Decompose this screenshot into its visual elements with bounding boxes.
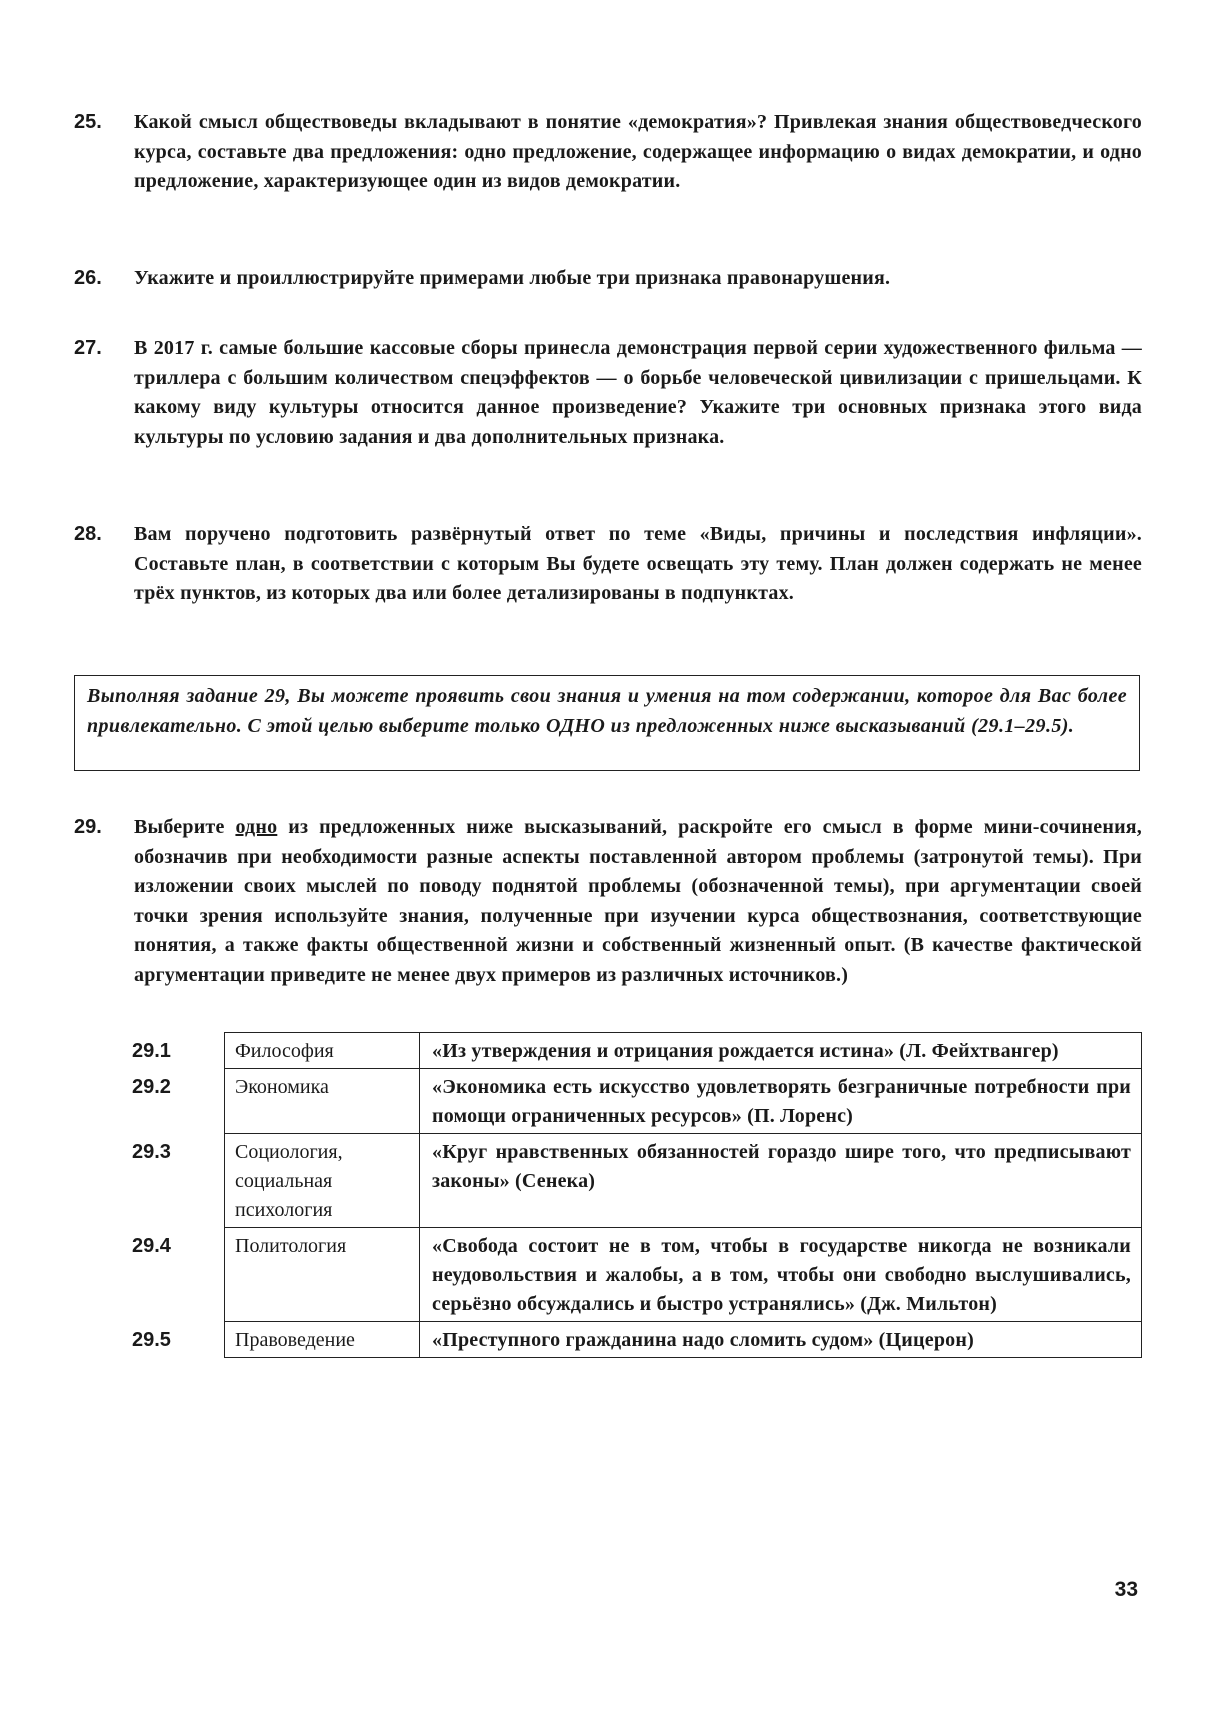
task-text: Вам поручено подготовить развёрнутый ответ по теме «Виды, причины и последствия инфляции». Составьте план, в соответствии с которым Вы будете освещать эту тему. План должен содержать не менее трёх пунктов, из которых два или более детализированы в подпунктах. (134, 523, 1142, 604)
task-number: 25. (74, 111, 102, 133)
table-row (122, 1322, 1142, 1358)
table-row (122, 1069, 1142, 1134)
table-row (122, 1033, 1142, 1069)
page-number: 33 (1114, 1578, 1138, 1601)
statement-quote: «Экономика есть искусство удовлетворять безграничные потребности при помощи ограниченных ресурсов» (П. Лоренс) (420, 1069, 1142, 1134)
task-text: В 2017 г. самые большие кассовые сборы принесла демонстрация первой серии художественного фильма — триллера с большим количеством спецэффектов — о борьбе человеческой цивилизации с пришельцами. К какому виду культуры относится данное произведение? Укажите три основных признака этого вида культуры по условию задания и два дополнительных признака. (134, 337, 1142, 448)
statement-quote: «Круг нравственных обязанностей гораздо шире того, что предписывают законы» (Сенека) (420, 1134, 1142, 1228)
statement-subject: Экономика (225, 1069, 420, 1134)
task-text: Выберите одно из предложенных ниже высказываний, раскройте его смысл в форме мини-сочинения, обозначив при необходимости разные аспекты поставленной автором проблемы (затронутой темы). При изложении своих мыслей по поводу поднятой проблемы (обозначенной темы), при аргументации своей точки зрения используйте знания, полученные при изучении курса обществознания, соответствующие понятия, а также факты общественной жизни и собственный жизненный опыт. (В качестве фактической аргументации приведите не менее двух примеров из различных источников.) (134, 816, 1143, 986)
task-26 (74, 264, 1142, 294)
statement-subject: Философия (225, 1033, 420, 1069)
task-number: 27. (74, 337, 102, 359)
statement-id: 29.3 (132, 1140, 171, 1163)
task-27 (74, 334, 1142, 452)
statement-subject: Социология, социальная психология (225, 1134, 420, 1228)
statement-quote: «Преступного гражданина надо сломить судом» (Цицерон) (420, 1322, 1142, 1358)
statement-id: 29.4 (132, 1234, 171, 1257)
instruction-note-box: Выполняя задание 29, Вы можете проявить свои знания и умения на том содержании, которое для Вас более привлекательно. С этой целью выберите только ОДНО из предложенных ниже высказываний (29.1–29.5). (74, 675, 1140, 771)
keyword-one: одно (235, 816, 278, 838)
statement-id: 29.2 (132, 1075, 171, 1098)
task-25 (74, 108, 1142, 197)
task-text: Какой смысл обществоведы вкладывают в понятие «демократия»? Привлекая знания обществоведческого курса, составьте два предложения: одно предложение, содержащее информацию о видах демократии, и одно предложение, характеризующее один из видов демократии. (134, 111, 1142, 192)
keyword-facts: факты (306, 934, 369, 956)
task-28 (74, 520, 1142, 609)
task-number: 28. (74, 523, 102, 545)
task-29 (74, 813, 1142, 990)
statements-table (122, 1032, 1142, 1358)
statement-quote: «Свобода состоит не в том, чтобы в государстве никогда не возникали неудовольствия и жалобы, а в том, чтобы они свободно выслушивались, серьёзно обсуждались и быстро устранялись» (Дж. Мильтон) (420, 1228, 1142, 1322)
keyword-experience: опыт. (844, 934, 896, 956)
statement-subject: Политология (225, 1228, 420, 1322)
statement-id: 29.5 (132, 1328, 171, 1351)
task-text: Укажите и проиллюстрируйте примерами любые три признака правонарушения. (134, 267, 891, 289)
task-number: 29. (74, 816, 102, 838)
statement-id: 29.1 (132, 1039, 171, 1062)
statement-quote: «Из утверждения и отрицания рождается истина» (Л. Фейхтвангер) (420, 1033, 1142, 1069)
statement-subject: Правоведение (225, 1322, 420, 1358)
task-number: 26. (74, 267, 102, 289)
keyword-knowledge: знания (399, 904, 464, 927)
table-row (122, 1228, 1142, 1322)
table-row (122, 1134, 1142, 1228)
keyword-concepts: понятия (134, 934, 212, 956)
